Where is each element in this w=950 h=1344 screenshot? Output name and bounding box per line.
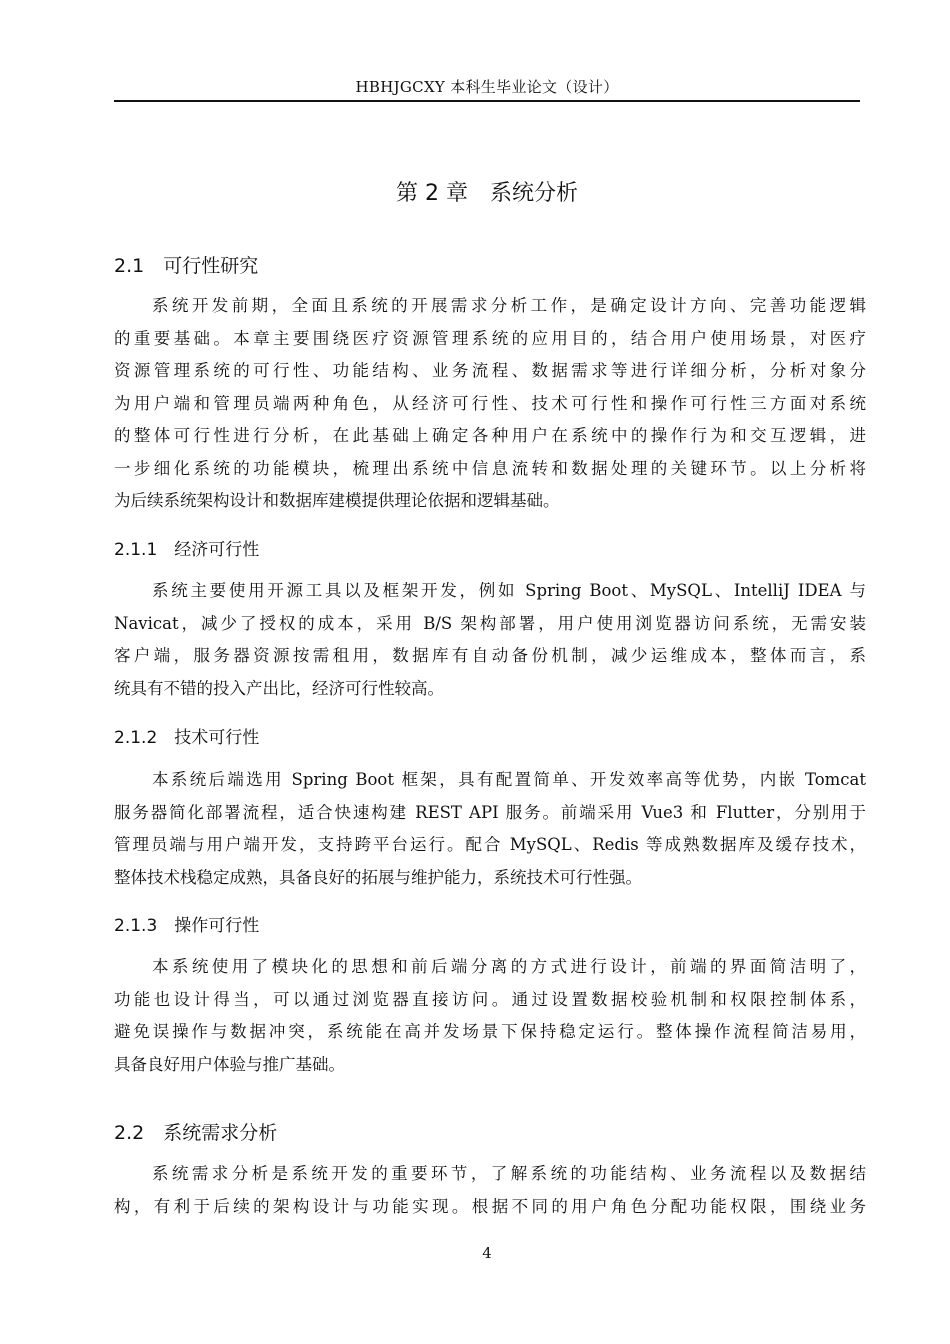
paragraph-line: 的重要基础。本章主要围绕医疗资源管理系统的应用目的，结合用户使用场景，对医疗 bbox=[114, 328, 866, 348]
paragraph-line: 系统主要使用开源工具以及框架开发，例如 Spring Boot、MySQL、IntelliJ IDEA 与 bbox=[152, 581, 866, 600]
paragraph-line: 本系统后端选用 Spring Boot 框架，具有配置简单、开发效率高等优势，内嵌 Tomcat bbox=[152, 770, 866, 789]
header-rule bbox=[114, 100, 860, 102]
paragraph-line: 一步细化系统的功能模块，梳理出系统中信息流转和数据处理的关键环节。以上分析将 bbox=[114, 458, 866, 478]
paragraph-line: 系统开发前期，全面且系统的开展需求分析工作，是确定设计方向、完善功能逻辑 bbox=[152, 296, 866, 315]
paragraph-line: 构，有利于后续的架构设计与功能实现。根据不同的用户角色分配功能权限，围绕业务 bbox=[114, 1196, 866, 1216]
paragraph-line: 的整体可行性进行分析，在此基础上确定各种用户在系统中的操作行为和交互逻辑，进 bbox=[114, 426, 866, 445]
section-heading-2-1-3: 2.1.3 操作可行性 bbox=[114, 916, 260, 936]
paragraph-line: 为用户端和管理员端两种角色，从经济可行性、技术可行性和操作可行性三方面对系统 bbox=[114, 393, 866, 413]
paragraph-2-1 bbox=[114, 290, 866, 518]
paragraph-2-2 bbox=[114, 1158, 866, 1223]
section-heading-2-1-2: 2.1.2 技术可行性 bbox=[114, 728, 260, 748]
paragraph-line: 服务器简化部署流程，适合快速构建 REST API 服务。前端采用 Vue3 和 Flutter，分别用于 bbox=[114, 802, 866, 822]
paragraph-line: 统具有不错的投入产出比，经济可行性较高。 bbox=[114, 678, 444, 698]
paragraph-line: 本系统使用了模块化的思想和前后端分离的方式进行设计，前端的界面简洁明了， bbox=[152, 957, 866, 976]
section-heading-2-2: 2.2 系统需求分析 bbox=[114, 1122, 278, 1144]
chapter-title: 第 2 章 系统分析 bbox=[396, 181, 578, 206]
paragraph-line: 客户端，服务器资源按需租用，数据库有自动备份机制，减少运维成本，整体而言，系 bbox=[114, 646, 866, 665]
paragraph-line: 避免误操作与数据冲突，系统能在高并发场景下保持稳定运行。整体操作流程简洁易用， bbox=[114, 1022, 866, 1041]
paragraph-line: 资源管理系统的可行性、功能结构、业务流程、数据需求等进行详细分析，分析对象分 bbox=[114, 361, 866, 380]
paragraph-line: 为后续系统架构设计和数据库建模提供理论依据和逻辑基础。 bbox=[114, 491, 560, 510]
section-heading-2-1-1: 2.1.1 经济可行性 bbox=[114, 540, 260, 560]
paragraph-line: 系统需求分析是系统开发的重要环节，了解系统的功能结构、业务流程以及数据结 bbox=[152, 1164, 866, 1183]
paragraph-line: 功能也设计得当，可以通过浏览器直接访问。通过设置数据校验机制和权限控制体系， bbox=[114, 989, 866, 1009]
paragraph-line: 具备良好用户体验与推广基础。 bbox=[114, 1054, 345, 1074]
page-number: 4 bbox=[482, 1244, 492, 1262]
paragraph-2-1-3 bbox=[114, 951, 866, 1081]
paragraph-line: Navicat，减少了授权的成本，采用 B/S 架构部署，用户使用浏览器访问系统，无需安装 bbox=[114, 613, 866, 633]
section-heading-2-1: 2.1 可行性研究 bbox=[114, 255, 259, 277]
paragraph-line: 整体技术栈稳定成熟，具备良好的拓展与维护能力，系统技术可行性强。 bbox=[114, 867, 642, 887]
page-header: HBHJGCXY 本科生毕业论文（设计） bbox=[355, 78, 619, 96]
paragraph-2-1-1 bbox=[114, 575, 866, 705]
paragraph-2-1-2 bbox=[114, 764, 866, 894]
paragraph-line: 管理员端与用户端开发，支持跨平台运行。配合 MySQL、Redis 等成熟数据库及缓存技术， bbox=[114, 835, 866, 854]
